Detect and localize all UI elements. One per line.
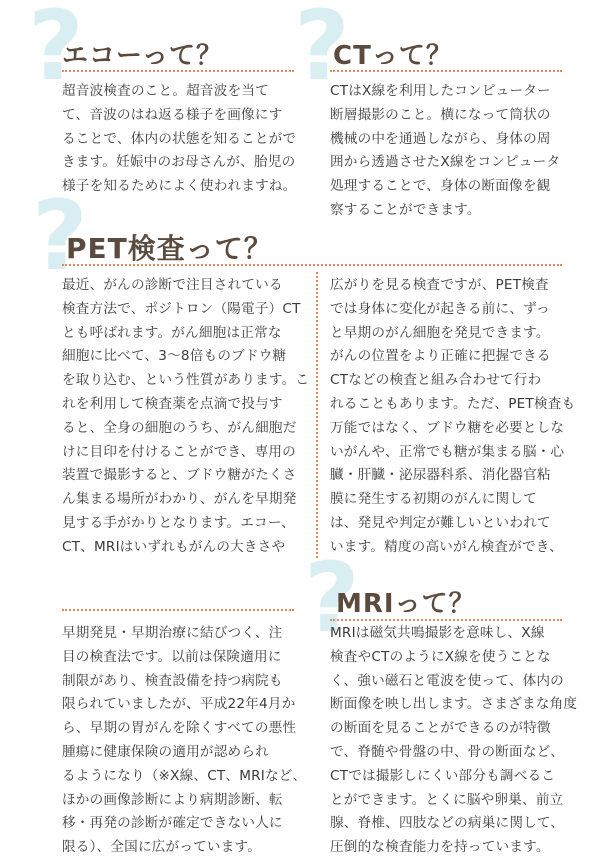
echo-heading-underline [62, 70, 294, 72]
pet-heading: PET検査って？ [66, 232, 273, 265]
mri-line: MRIは磁気共鳴撮影を意味し、X線 [330, 625, 545, 641]
pet-line: 検査方法で、ポジトロン（陽電子）CT [62, 300, 301, 317]
echo-line: 様子を知るためによく使われますね。 [62, 178, 297, 195]
echo-description [62, 80, 297, 199]
mri-line: CTでは撮影しにくい部分も調べるこ [330, 767, 556, 784]
ct-heading: CTって？ [333, 41, 453, 71]
pet-line: 早期発見・早期治療に結びつく、注 [62, 625, 283, 641]
ct-heading-underline [330, 70, 562, 72]
pet-heading-underline [62, 264, 562, 266]
pet-line: CT、MRIはいずれもがんの大きさや [62, 538, 286, 555]
pet-line: ん集まる場所がわかり、がんを早期発 [62, 491, 297, 508]
pet-description-column-2 [330, 274, 575, 560]
ct-line: 機械の中を通過しながら、身体の周 [330, 130, 551, 147]
pet-line: るようになり（※X線、CT、MRIなど、 [62, 767, 307, 784]
mri-heading-underline [330, 619, 562, 621]
pet-line: いがんや、正常でも糖が集まる脳・心 [330, 443, 565, 460]
pet-line: ら、早期の胃がんを除くすべての悪性 [62, 720, 297, 737]
pet-line: 最近、がんの診断で注目されている [62, 277, 283, 293]
mri-line: の断面を見ることができるのが特徴 [330, 720, 551, 737]
pet-line: 限られていましたが、平成22年4月か [62, 696, 296, 713]
ct-line: 処理することで、身体の断面像を観 [330, 178, 551, 195]
pet-line: 広がりを見る検査ですが、PET検査 [330, 277, 549, 293]
pet-line: 制限があり、検査設備を持つ病院も [62, 672, 283, 689]
pet-line: れを利用して検査薬を点滴で投与す [62, 395, 283, 412]
mri-line: く、強い磁石と電波を使って、体内の [330, 672, 564, 689]
mri-heading: MRIって？ [336, 589, 476, 619]
ct-line: 断層撮影のこと。横になって筒状の [330, 106, 551, 123]
ct-description [330, 80, 560, 223]
pet-line: 膜に発生する初期のがんに関して [330, 491, 537, 508]
pet-line: れることもあります。ただ、PET検査も [330, 395, 576, 412]
question-mark-decoration-pet: ? [32, 180, 88, 292]
question-mark-decoration-ct: ? [294, 0, 350, 102]
mri-line: 断面像を映し出します。さまざまな角度 [330, 696, 578, 713]
pet-line: は、発見や判定が難しいといわれて [330, 514, 551, 531]
pet-line: います。精度の高いがん検査ができ、 [330, 538, 563, 555]
ct-line: CTはX線を利用したコンピューター [330, 83, 551, 99]
pet-line: がんの位置をより正確に把握できる [330, 348, 551, 365]
pet-line: を取り込む、という性質があります。こ [62, 372, 310, 389]
pet-line: 臓・肝臓・泌尿器科系、消化器官粘 [330, 467, 551, 484]
question-mark-decoration-echo: ? [28, 0, 84, 102]
mri-line: 圧倒的な検査能力を持っています。 [330, 839, 550, 856]
pet-line: CTなどの検査と組み合わせて行わ [330, 372, 542, 389]
pet-line: けに目印を付けることができ、専用の [62, 443, 296, 460]
pet-line: では身体に変化が起きる前に、ずっ [330, 300, 550, 317]
ct-line: 察することができます。 [330, 201, 481, 218]
echo-line: ることで、体内の状態を知ることがで [62, 130, 297, 147]
column-divider [316, 272, 318, 558]
pet-line: 万能ではなく、ブドウ糖を必要としな [330, 419, 565, 436]
pet-line: と早期のがん細胞を発見できます。 [330, 324, 550, 341]
pet-line: 限る）、全国に広がっています。 [62, 839, 262, 856]
pet-line: とも呼ばれます。がん細胞は正常な [62, 324, 282, 341]
pet-line: 目の検査法です。以前は保険適用に [62, 648, 282, 665]
pet-line: 細胞に比べて、3〜8倍ものブドウ糖 [62, 348, 287, 365]
pet-line: 装置で撮影すると、ブドウ糖がたくさ [62, 467, 297, 484]
echo-line: きます。妊娠中のお母さんが、胎児の [62, 154, 296, 171]
mri-line: で、脊髄や骨盤の中、骨の断面など、 [330, 743, 565, 760]
pet-description-column-1 [62, 274, 309, 560]
mri-line: 検査やCTのようにX線を使うことな [330, 648, 551, 665]
mri-line: とができます。とくに脳や卵巣、前立 [330, 791, 564, 808]
question-mark-decoration-mri: ? [304, 542, 360, 654]
pet-line: ると、全身の細胞のうち、がん細胞だ [62, 419, 297, 436]
mri-description [330, 622, 577, 860]
echo-heading: エコーって？ [62, 41, 223, 71]
pet-line: ほかの画像診断により病期診断、転 [62, 791, 283, 808]
pet-line: 腫瘍に健康保険の適用が認められ [62, 743, 269, 760]
echo-line: 超音波検査のこと。超音波を当て [62, 83, 269, 99]
pet-continuation-rule [62, 609, 294, 611]
pet-line: 移・再発の診断が確定できない人に [62, 815, 283, 832]
echo-line: て、音波のはね返る様子を画像にす [62, 106, 283, 123]
pet-description-column-3 [62, 622, 306, 860]
ct-line: 囲から透過させたX線をコンピュータ [330, 154, 561, 171]
pet-line: 見する手がかりとなります。エコー、 [62, 514, 295, 531]
mri-line: 腺、脊椎、四肢などの病巣に関して、 [330, 815, 565, 832]
